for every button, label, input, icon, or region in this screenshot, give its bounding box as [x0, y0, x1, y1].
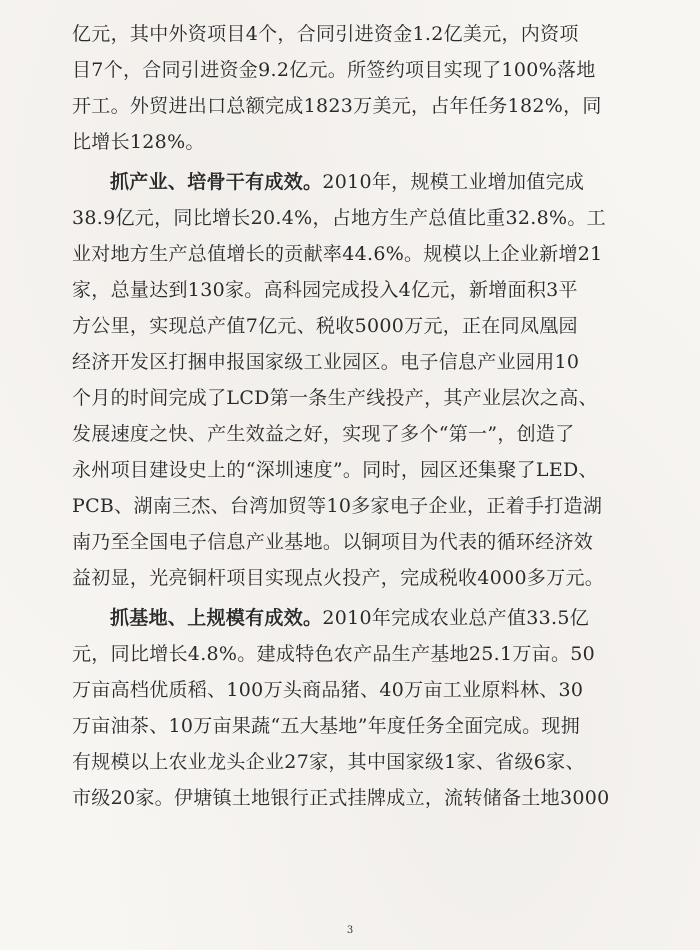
text-line: 亿元，其中外资项目4个，合同引进资金1.2亿美元，内资项	[72, 23, 579, 45]
text-line: 永州项目建设史上的“深圳速度”。同时，园区还集聚了LED、	[72, 459, 598, 481]
text-line: PCB、湖南三杰、台湾加贸等10多家电子企业，正着手打造湖	[72, 495, 603, 517]
text-line: 个月的时间完成了LCD第一条生产线投产，其产业层次之高、	[72, 387, 598, 409]
text-line: 目7个，合同引进资金9.2亿元。所签约项目实现了100%落地	[72, 59, 596, 81]
text-line: 南乃至全国电子信息产业基地。以铜项目为代表的循环经济效	[72, 531, 594, 553]
text-line: 元，同比增长4.8%。建成特色农产品生产基地25.1万亩。50	[72, 643, 596, 665]
text-line: 方公里，实现总产值7亿元、税收5000万元，正在同凤凰园	[72, 315, 578, 337]
text-line: 开工。外贸进出口总额完成1823万美元，占年任务182%，同	[72, 95, 602, 117]
text-line: 万亩高档优质稻、100万头商品猪、40万亩工业原料林、30	[72, 679, 584, 701]
text-line: 2010年完成农业总产值33.5亿	[322, 607, 590, 629]
text-line: 万亩油茶、10万亩果蔬“五大基地”年度任务全面完成。现拥	[72, 715, 581, 737]
text-line: 有规模以上农业龙头企业27家，其中国家级1家、省级6家、	[72, 751, 585, 773]
text-line: 经济开发区打捆申报国家级工业园区。电子信息产业园用10	[72, 351, 580, 373]
document-body	[72, 16, 632, 816]
text-line: 38.9亿元，同比增长20.4%，占地方生产总值比重32.8%。工	[72, 207, 606, 229]
text-line: 市级20家。伊塘镇土地银行正式挂牌成立，流转储备土地3000	[72, 787, 610, 809]
text-line: 比增长128%。	[72, 131, 205, 153]
paragraph-first-line	[72, 600, 632, 636]
section-heading-industry: 抓产业、培骨干有成效。	[110, 171, 323, 193]
text-line: 发展速度之快、产生效益之好，实现了多个“第一”，创造了	[72, 423, 575, 445]
text-line: 业对地方生产总值增长的贡献率44.6%。规模以上企业新增21	[72, 243, 603, 265]
text-line: 2010年，规模工业增加值完成	[322, 171, 585, 193]
page-number: 3	[346, 925, 354, 936]
text-line: 益初显，光亮铜杆项目实现点火投产，完成税收4000多万元。	[72, 567, 605, 589]
section-heading-agriculture: 抓基地、上规模有成效。	[110, 607, 323, 629]
text-line: 家，总量达到130家。高科园完成投入4亿元，新增面积3平	[72, 279, 578, 301]
paragraph-first-line	[72, 164, 632, 200]
